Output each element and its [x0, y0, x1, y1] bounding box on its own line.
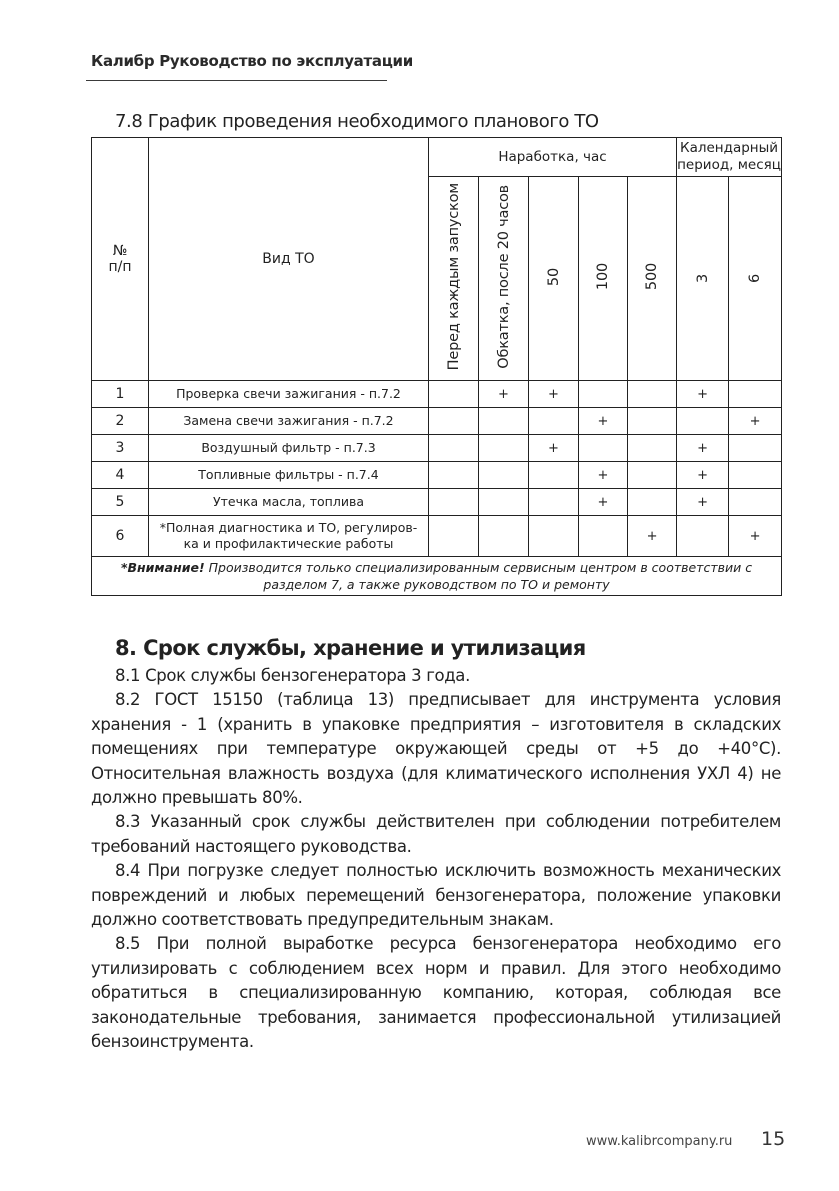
page-number: 15: [761, 1128, 786, 1150]
section-8-body: [91, 664, 781, 1055]
footer-website-link[interactable]: www.kalibrcompany.ru: [586, 1134, 733, 1149]
header-calendar-period: Календарный период, месяц: [677, 138, 782, 177]
subheader-50h: 50: [529, 177, 579, 381]
table-row: 2 Замена свечи зажигания - п.7.2 + +: [92, 408, 782, 435]
section-8-title: 8. Срок службы, хранение и утилизация: [115, 636, 586, 660]
subheader-6-months: 6: [729, 177, 782, 381]
subheader-break-in: Обкатка, после 20 часов: [479, 177, 529, 381]
table-row: 6 *Полная диагностика и ТО, регулиров- ка и профилактические работы + +: [92, 516, 782, 557]
header-operating-hours: Наработка, час: [429, 138, 677, 177]
subheader-100h: 100: [579, 177, 628, 381]
paragraph-8-1: 8.1 Срок службы бензогенератора 3 года.: [115, 666, 470, 685]
paragraph-8-4: 8.4 При погрузке следует полностью исключить возможность механических повреждений и любых перемещений бензогенератора, положение упаковки должно соответствовать предупредительным знакам.: [91, 861, 781, 930]
header-number: № п/п: [92, 138, 149, 381]
header-maintenance-type: Вид ТО: [149, 138, 429, 381]
table-title: 7.8 График проведения необходимого планового ТО: [115, 111, 599, 132]
table-note: [92, 557, 782, 596]
note-text: Производится только специализированным сервисным центром в соответствии с разделом 7, а также руководством по ТО и ремонту: [204, 560, 753, 592]
subheader-before-start: Перед каждым запуском: [429, 177, 479, 381]
paragraph-8-2: 8.2 ГОСТ 15150 (таблица 13) предписывает для инструмента условия хранения - 1 (хранить в упаковке предприятия – изготовителя в складских помещениях при температуре окружающей среды от +5 до +40°С). Относительная влажность воздуха (для климатического исполнения УХЛ 4) не должно превышать 80%.: [91, 690, 781, 808]
paragraph-8-5: 8.5 При полной выработке ресурса бензогенератора необходимо его утилизировать с соблюдением всех норм и правил. Для этого необходимо обратиться в специализированную компанию, которая, соблюдая все законодательные требования, занимается профессиональной утилизацией бензоинструмента.: [91, 934, 781, 1052]
subheader-3-months: 3: [677, 177, 729, 381]
table-row: 4 Топливные фильтры - п.7.4 + +: [92, 462, 782, 489]
table-row: 5 Утечка масла, топлива + +: [92, 489, 782, 516]
header-rule: [86, 80, 387, 81]
table-row: 3 Воздушный фильтр - п.7.3 + +: [92, 435, 782, 462]
paragraph-8-3: 8.3 Указанный срок службы действителен при соблюдении потребителем требований настоящего руководства.: [91, 812, 781, 856]
note-warning-label: *Внимание!: [120, 560, 205, 575]
subheader-500h: 500: [628, 177, 677, 381]
table-row: 1 Проверка свечи зажигания - п.7.2 + + +: [92, 381, 782, 408]
maintenance-schedule-table: [91, 137, 782, 596]
running-header-title: Калибр Руководство по эксплуатации: [91, 52, 413, 70]
